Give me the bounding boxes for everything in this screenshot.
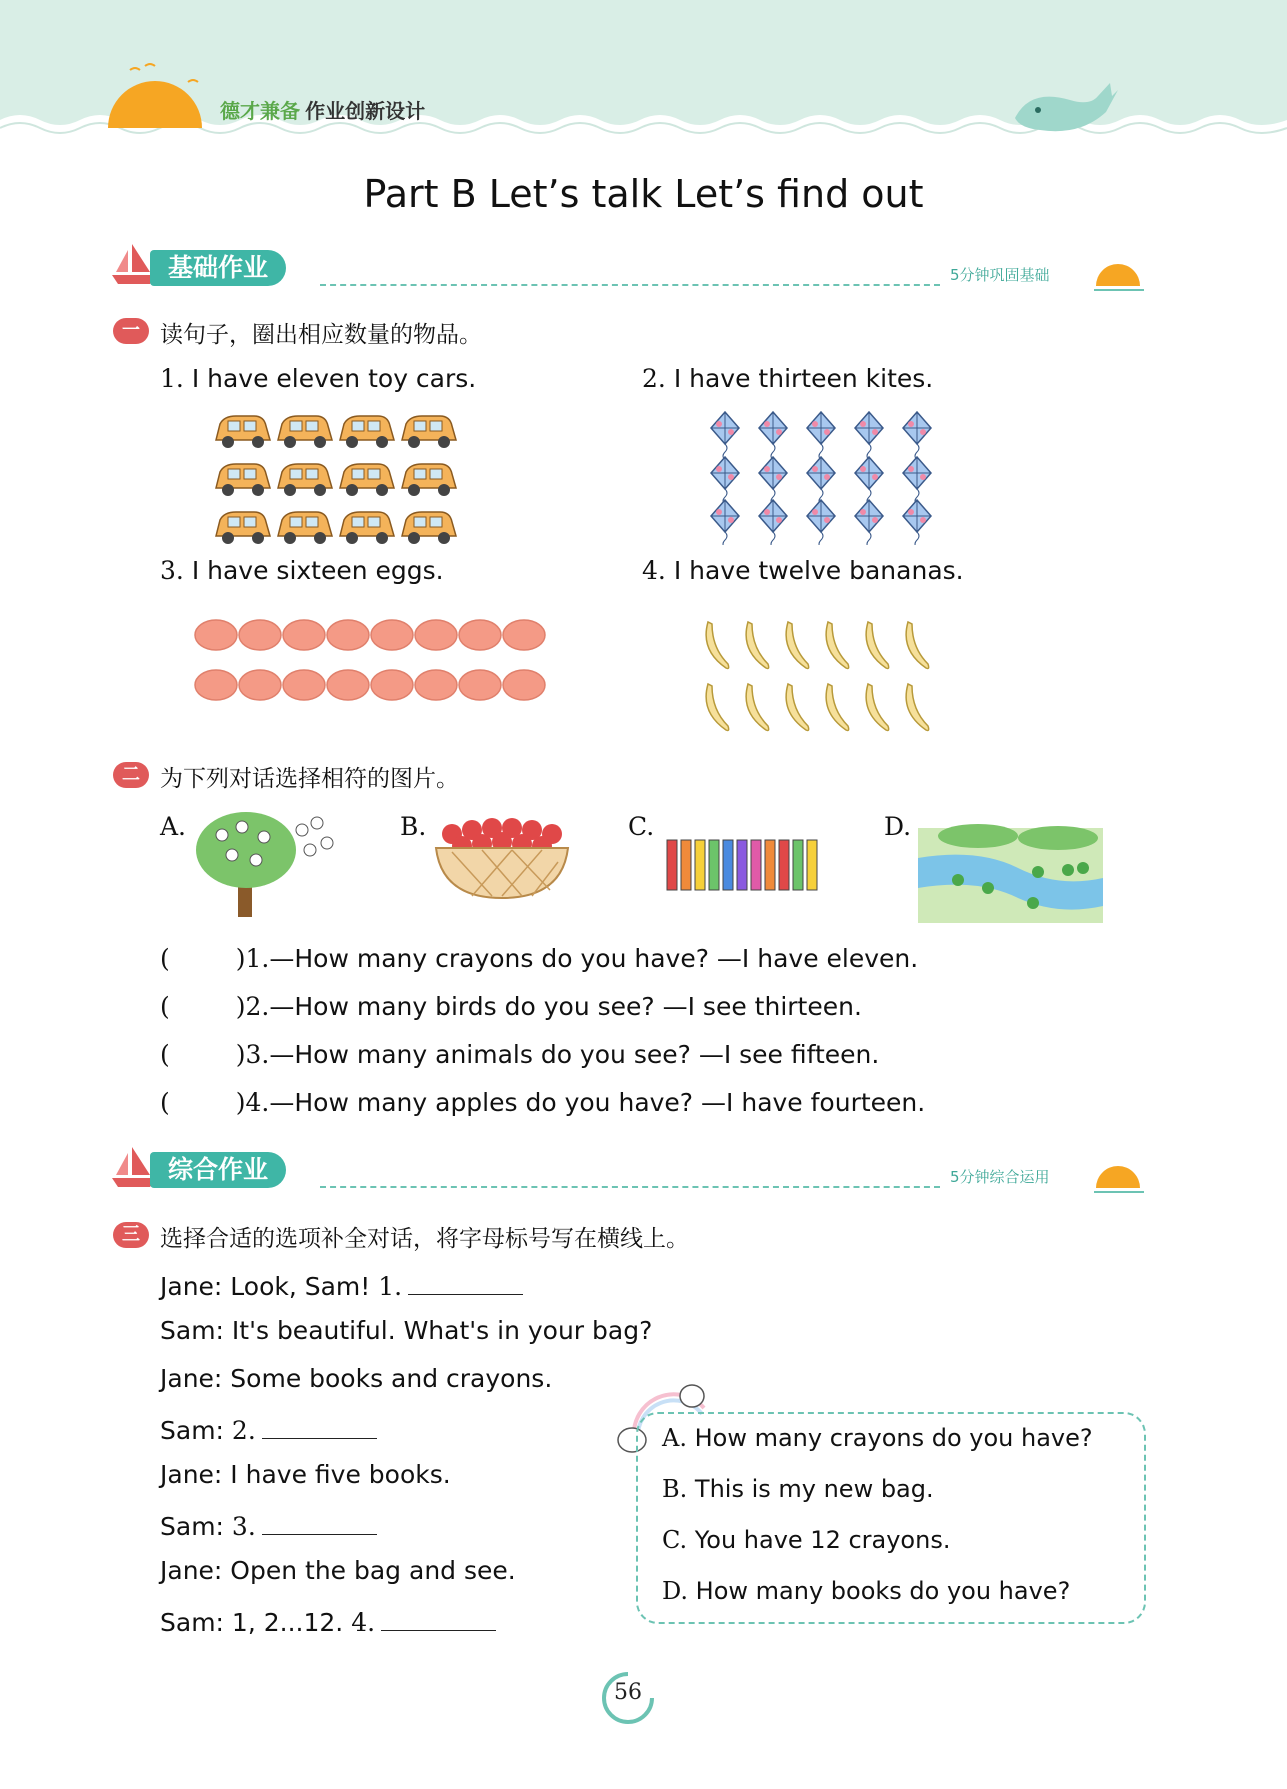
picture-label-a: A.	[160, 812, 187, 841]
section-divider	[320, 284, 940, 286]
small-sun-icon-2	[1090, 1158, 1150, 1198]
tree-birds-picture	[192, 805, 342, 920]
question-badge-1: 一	[113, 318, 149, 344]
answer-blank-1[interactable]	[408, 1268, 523, 1295]
dialogue-line-2: Sam: It's beautiful. What's in your bag?	[160, 1316, 653, 1345]
page-title: Part B Let’s talk Let’s find out	[363, 172, 924, 216]
sun-icon	[100, 62, 210, 132]
option-a: A. How many crayons do you have?	[662, 1424, 1093, 1452]
q1-item-4: 4. I have twelve bananas.	[642, 556, 964, 585]
dialogue-line-3: Jane: Some books and crayons.	[160, 1364, 553, 1393]
q2-line-3: ( )3.—How many animals do you see? —I see fifteen.	[160, 1040, 880, 1069]
section-time-label-2: 5分钟综合运用	[950, 1168, 1050, 1186]
whale-icon	[1010, 78, 1120, 138]
option-b: B. This is my new bag.	[662, 1475, 934, 1503]
section-tag-integrated: 综合作业	[150, 1152, 286, 1188]
brand-dark-text: 作业创新设计	[305, 99, 426, 123]
eggs-picture	[192, 618, 562, 703]
small-sun-icon	[1090, 256, 1150, 296]
brand-green-text: 德才兼备	[220, 99, 300, 123]
dialogue-line-6: Sam: 3.	[160, 1508, 377, 1541]
dialogue-line-5: Jane: I have five books.	[160, 1460, 451, 1489]
dialogue-line-8: Sam: 1, 2...12. 4.	[160, 1604, 496, 1637]
q1-item-1: 1. I have eleven toy cars.	[160, 364, 477, 393]
section-time-label: 5分钟巩固基础	[950, 266, 1050, 284]
q2-line-4: ( )4.—How many apples do you have? —I have fourteen.	[160, 1088, 926, 1117]
question-prompt-1: 读句子，圈出相应数量的物品。	[160, 322, 482, 348]
dialogue-line-7: Jane: Open the bag and see.	[160, 1556, 516, 1585]
question-prompt-2: 为下列对话选择相符的图片。	[160, 766, 459, 792]
picture-label-c: C.	[628, 812, 655, 841]
crayons-picture	[665, 830, 825, 895]
question-badge-2: 二	[113, 762, 149, 788]
brand	[220, 95, 425, 124]
bananas-picture	[700, 620, 980, 740]
answer-blank-3[interactable]	[262, 1508, 377, 1535]
apple-basket-picture	[432, 812, 572, 902]
question-badge-3: 三	[113, 1222, 149, 1248]
option-c: C. You have 12 crayons.	[662, 1526, 951, 1554]
picture-label-d: D.	[884, 812, 912, 841]
q2-line-2: ( )2.—How many birds do you see? —I see thirteen.	[160, 992, 862, 1021]
kites-picture	[705, 410, 955, 545]
river-frogs-picture	[918, 808, 1103, 923]
question-prompt-3: 选择合适的选项补全对话，将字母标号写在横线上。	[160, 1226, 689, 1252]
answer-blank-4[interactable]	[381, 1604, 496, 1631]
dialogue-line-4: Sam: 2.	[160, 1412, 377, 1445]
page-number: 56	[614, 1680, 642, 1705]
section-divider-2	[320, 1186, 940, 1188]
answer-blank-2[interactable]	[262, 1412, 377, 1439]
q2-line-1: ( )1.—How many crayons do you have? —I have eleven.	[160, 944, 919, 973]
option-d: D. How many books do you have?	[662, 1577, 1071, 1605]
toy-cars-picture	[210, 410, 470, 550]
q1-item-2: 2. I have thirteen kites.	[642, 364, 934, 393]
picture-label-b: B.	[400, 812, 427, 841]
dialogue-line-1: Jane: Look, Sam! 1.	[160, 1268, 523, 1301]
section-tag-basic: 基础作业	[150, 250, 286, 286]
q1-item-3: 3. I have sixteen eggs.	[160, 556, 444, 585]
